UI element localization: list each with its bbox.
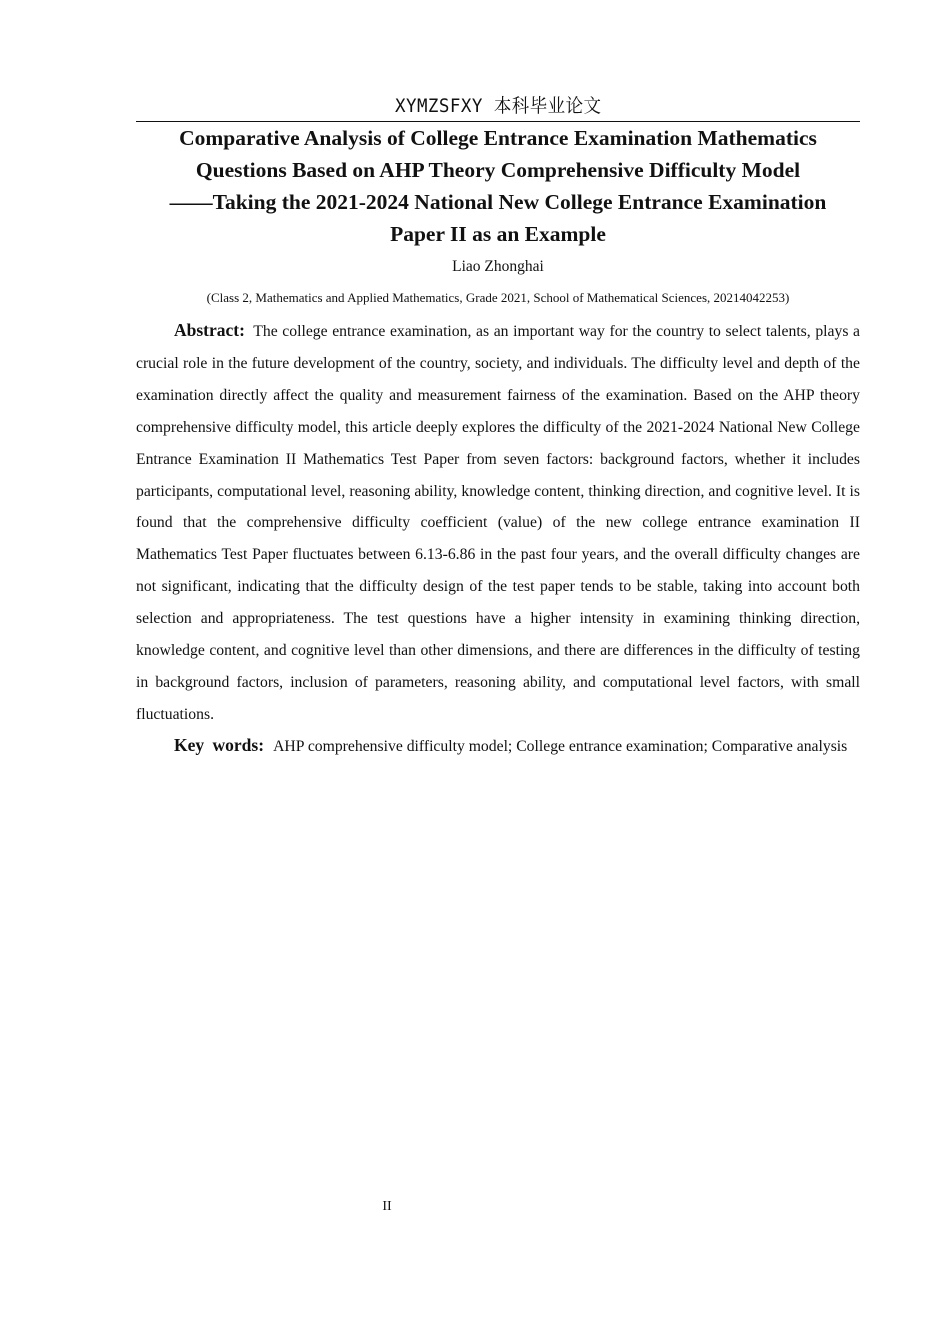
running-header xyxy=(136,92,860,122)
paper-subtitle-line: Paper II as an Example xyxy=(390,222,606,246)
abstract-text: The college entrance examination, as an important way for the country to select talents, plays a crucial role in the future development of the country, society, and individuals. The difficulty level and depth of the examination directly affect the quality and measurement fairness of the examination. Based on the AHP theory comprehensive difficulty model, this article deeply explores the difficulty of the 2021-2024 National New College Entrance Examination II Mathematics Test Paper from seven factors: background factors, whether it includes participants, computational level, reasoning ability, knowledge content, thinking direction, and cognitive level. It is found that the comprehensive difficulty coefficient (value) of the new college entrance examination II Mathematics Test Paper fluctuates between 6.13-6.86 in the past four years, and the overall difficulty changes are not significant, indicating that the difficulty design of the test paper tends to be stable, taking into account both selection and appropriateness. The test questions have a higher intensity in examining thinking direction, knowledge content, and cognitive level than other dimensions, and there are differences in the difficulty of testing in background factors, inclusion of parameters, reasoning ability, and computational level factors, with small fluctuations. xyxy=(136,323,861,723)
running-header-title: XYMZSFXY 本科毕业论文 xyxy=(394,95,602,117)
page-number: II xyxy=(382,1199,392,1214)
paper-title xyxy=(136,122,860,250)
abstract-paragraph xyxy=(136,315,860,731)
abstract-label: Abstract: xyxy=(174,320,245,340)
keywords-text: AHP comprehensive difficulty model; College entrance examination; Comparative analysis xyxy=(273,738,848,755)
author-name: Liao Zhonghai xyxy=(452,258,544,275)
paper-subtitle-line: ——Taking the 2021-2024 National New College Entrance Examination xyxy=(169,190,827,214)
keywords-paragraph xyxy=(136,730,860,763)
paper-title-line: Questions Based on AHP Theory Comprehensive Difficulty Model xyxy=(195,158,801,182)
author-affiliation: (Class 2, Mathematics and Applied Mathematics, Grade 2021, School of Mathematical Sciences, 20214042253) xyxy=(206,290,790,305)
keywords-label: Key words: xyxy=(174,735,265,755)
paper-title-line: Comparative Analysis of College Entrance Examination Mathematics xyxy=(179,126,817,150)
